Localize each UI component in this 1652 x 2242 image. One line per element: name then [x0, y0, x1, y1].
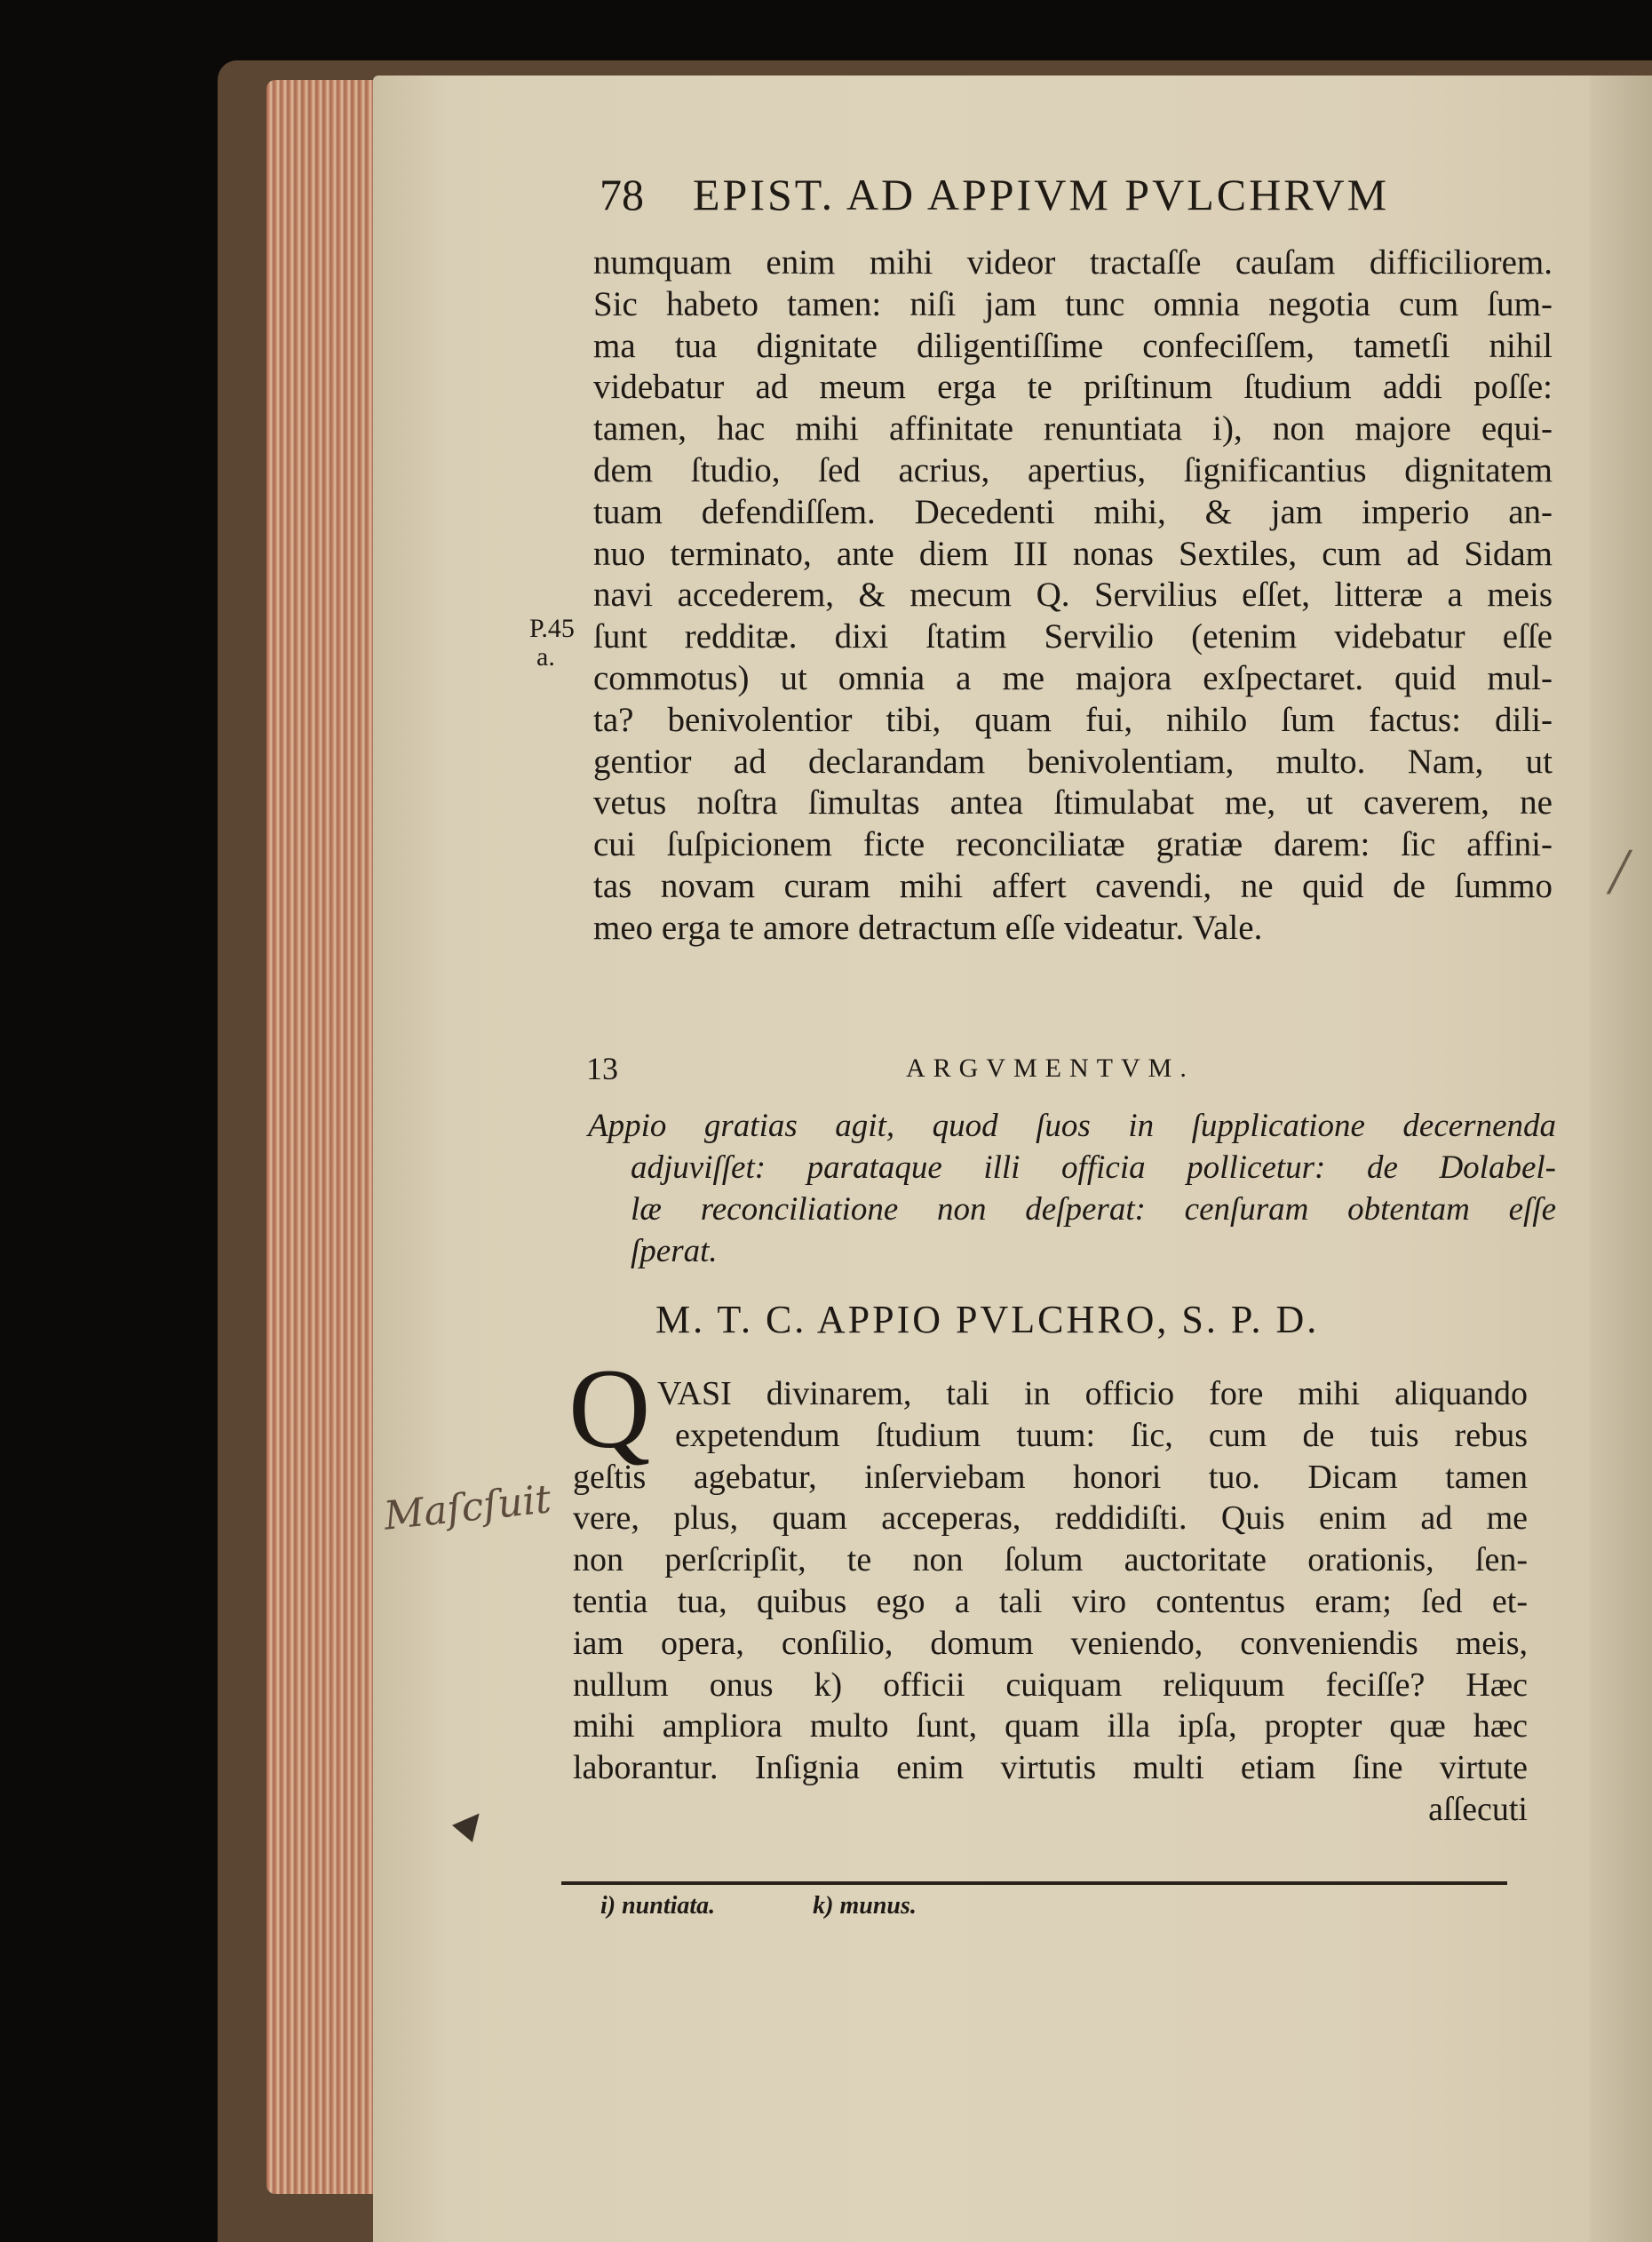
text-line: vetus noſtra ſimultas antea ſtimulabat me, ut caverem, ne — [593, 783, 1553, 823]
letter-line: vere, plus, quam acceperas, reddidiſti. Quis enim ad me — [573, 1499, 1528, 1538]
text-line: tamen, hac mihi affinitate renuntiata i), non majore equi- — [593, 409, 1553, 449]
footnote-rule — [561, 1881, 1507, 1885]
text-line: ta? benivolentior tibi, quam fui, nihilo ſum factus: dili- — [593, 700, 1553, 739]
letter-line: iam opera, conſilio, domum veniendo, conveniendis meis, — [573, 1624, 1528, 1662]
letter-text — [573, 1373, 1528, 1831]
text-line: tas novam curam mihi affert cavendi, ne quid de ſummo — [593, 866, 1553, 905]
margin-ref-page: P.45 — [529, 614, 575, 643]
text-line: meo erga te amore detractum eſſe videatur. Vale. — [593, 908, 1263, 947]
argument-heading — [586, 1050, 1554, 1094]
letter-line: non perſcripſit, te non ſolum auctoritate orationis, ſen- — [573, 1541, 1528, 1579]
letter-line: laborantur. Inſignia enim virtutis multi etiam ſine virtute — [573, 1749, 1528, 1787]
letter-line: nullum onus k) officii cuiquam reliquum feciſſe? Hæc — [573, 1666, 1528, 1704]
argument-line: adjuviſſet: parataque illi officia pollicetur: de Dolabel- — [631, 1149, 1556, 1186]
marginal-handwriting-left: Maſcſuit — [381, 1476, 553, 1539]
text-line: cui ſuſpicionem ficte reconciliatæ gratiæ darem: ſic affini- — [593, 825, 1553, 864]
letter-line: tentia tua, quibus ego a tali viro contentus eram; ſed et- — [573, 1582, 1528, 1620]
argument-line: ſperat. — [631, 1233, 718, 1269]
page-edges — [266, 80, 391, 2194]
page-number: 78 — [600, 170, 644, 219]
margin-ref-col: a. — [536, 642, 555, 672]
argument-summary — [588, 1105, 1556, 1272]
letter-line: expetendum ſtudium tuum: ſic, cum de tuis rebus — [675, 1416, 1528, 1454]
text-line: Sic habeto tamen: niſi jam tunc omnia negotia cum ſum- — [593, 284, 1553, 323]
footnotes — [600, 1892, 1014, 1920]
text-line: navi accederem, & mecum Q. Servilius eſſet, litteræ a meis — [593, 576, 1553, 615]
marginal-handwriting-right: / — [1609, 836, 1628, 909]
argument-line: Appio gratias agit, quod ſuos in ſupplicatione decernenda — [588, 1108, 1556, 1144]
argument-title: ARGVMENTVM. — [906, 1053, 1195, 1083]
salutation: M. T. C. APPIO PVLCHRO, S. P. D. — [655, 1298, 1320, 1341]
margin-reference — [529, 615, 575, 672]
text-line: tuam defendiſſem. Decedenti mihi, & jam imperio an- — [593, 492, 1553, 531]
running-title: EPIST. AD APPIVM PVLCHRVM — [693, 170, 1390, 219]
body-text — [593, 242, 1553, 950]
catchword: aſſecuti — [1428, 1790, 1528, 1828]
text-line: nuo terminato, ante diem III nonas Sextiles, cum ad Sidam — [593, 534, 1553, 573]
footnote-i: i) nuntiata. — [600, 1892, 716, 1920]
text-line: commotus) ut omnia a me majora exſpectaret. quid mul- — [593, 658, 1553, 697]
text-line: ſunt redditæ. dixi ſtatim Servilio (etenim videbatur eſſe — [593, 617, 1553, 656]
text-line: videbatur ad meum erga te priſtinum ſtudium addi poſſe: — [593, 368, 1553, 407]
letter-line: geſtis agebatur, inſerviebam honori tuo. Dicam tamen — [573, 1458, 1528, 1496]
running-head — [600, 169, 1389, 220]
argument-line: læ reconciliatione non deſperat: cenſuram obtentam eſſe — [631, 1191, 1556, 1228]
text-line: ma tua dignitate diligentiſſime confeciſſem, tametſi nihil — [593, 326, 1553, 365]
text-line: dem ſtudio, ſed acrius, apertius, ſignificantius dignitatem — [593, 450, 1553, 489]
letter-line: mihi ampliora multo ſunt, quam illa ipſa, propter quæ hæc — [573, 1707, 1528, 1745]
footnote-k: k) munus. — [813, 1892, 917, 1920]
letter-line: VASI divinarem, tali in officio fore mihi aliquando — [657, 1375, 1528, 1412]
drop-cap: Q — [568, 1346, 651, 1472]
text-line: gentior ad declarandam benivolentiam, multo. Nam, ut — [593, 742, 1553, 781]
letter-number: 13 — [586, 1051, 618, 1086]
page-gutter — [1590, 76, 1652, 2242]
text-line: numquam enim mihi videor tractaſſe cauſam difficiliorem. — [593, 243, 1553, 282]
